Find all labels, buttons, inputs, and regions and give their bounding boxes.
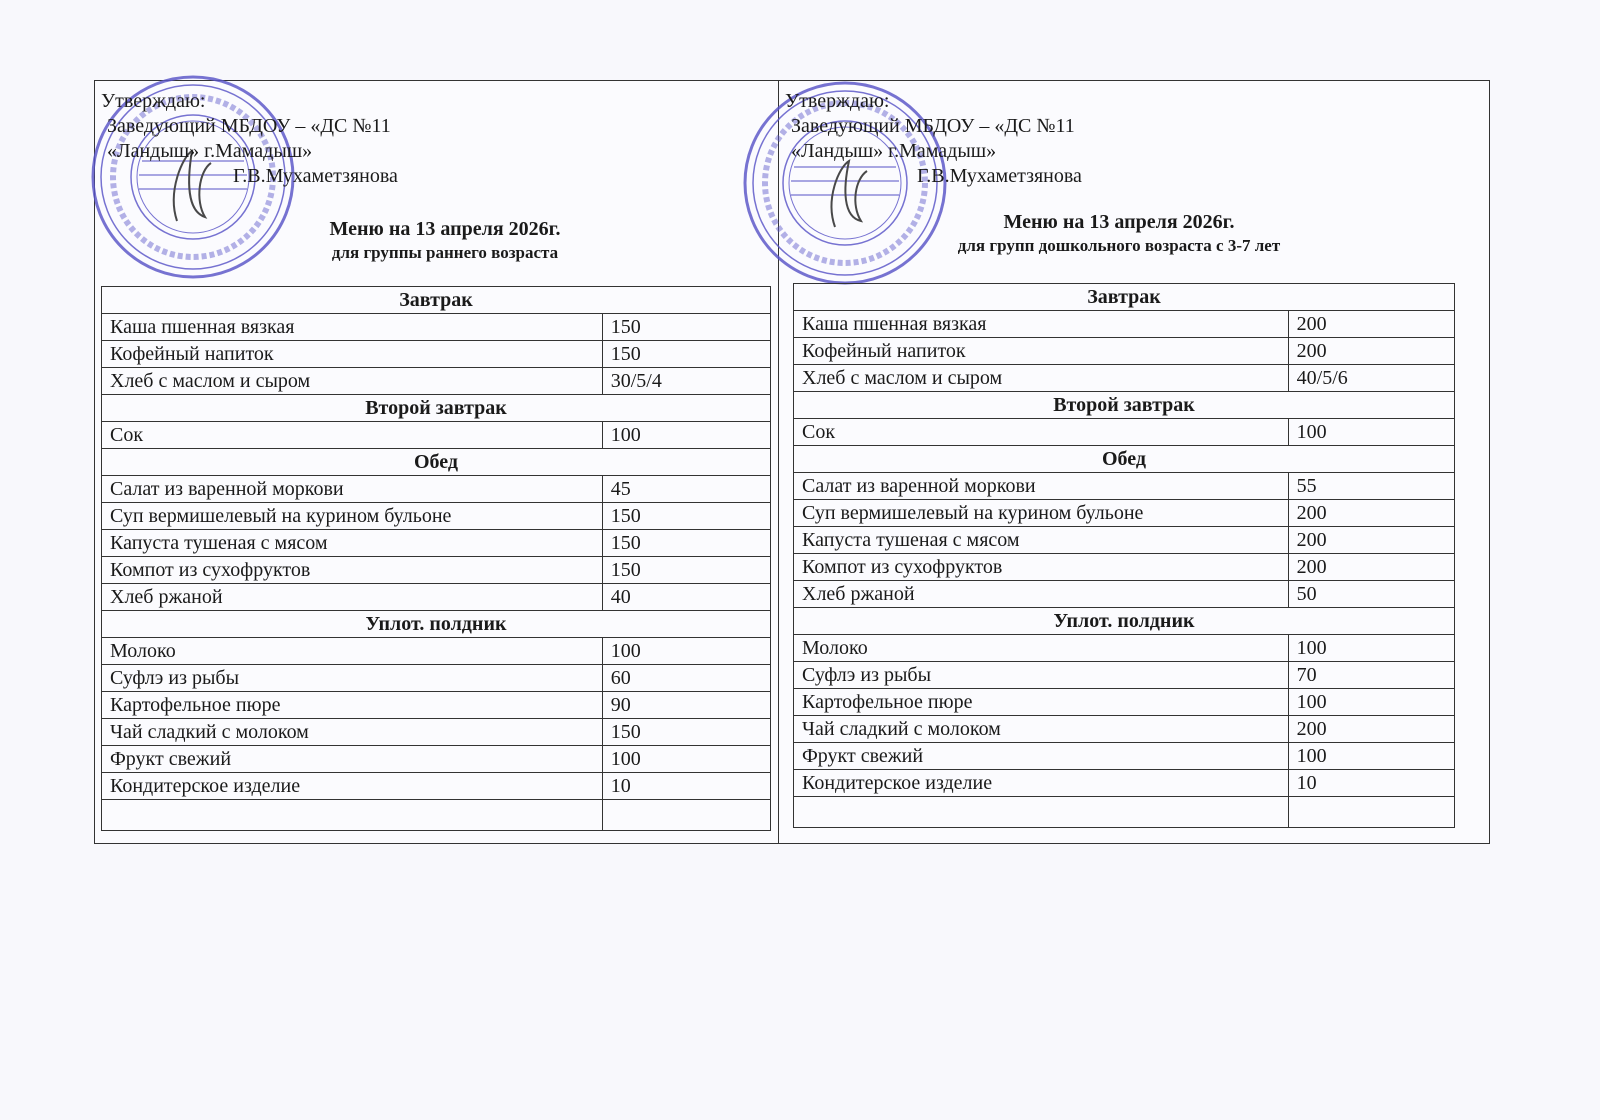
table-row [102,557,771,584]
kindergarten-name: «Ландыш» г.Мамадыш» [791,140,997,162]
dish-portion: 40 [602,584,770,611]
table-row [794,500,1455,527]
dish-name: Кондитерское изделие [102,773,603,800]
menu-heading [295,216,595,264]
dish-name: Кофейный напиток [794,338,1289,365]
dish-name: Молоко [102,638,603,665]
table-row-empty [794,797,1455,828]
dish-portion: 200 [1288,500,1454,527]
table-row [102,503,771,530]
table-row [794,689,1455,716]
menu-sheet [94,80,1490,844]
table-row [794,473,1455,500]
dish-portion: 150 [602,503,770,530]
table-row [102,773,771,800]
panel-early-age [95,81,778,843]
table-row [794,770,1455,797]
dish-name: Чай сладкий с молоком [102,719,603,746]
dish-portion: 100 [602,746,770,773]
dish-portion: 10 [1288,770,1454,797]
menu-table [101,286,771,831]
dish-name: Хлеб с маслом и сыром [794,365,1289,392]
approval-label: Утверждаю: [101,90,206,112]
menu-table [793,283,1455,828]
dish-name: Сок [794,419,1289,446]
approval-block [101,89,398,189]
table-row [102,719,771,746]
dish-name: Капуста тушеная с мясом [102,530,603,557]
dish-name: Молоко [794,635,1289,662]
table-row [794,635,1455,662]
dish-portion: 30/5/4 [602,368,770,395]
dish-name: Хлеб ржаной [102,584,603,611]
approval-block [785,89,1082,189]
table-row [102,746,771,773]
table-row [102,638,771,665]
dish-portion: 100 [1288,743,1454,770]
dish-portion: 150 [602,314,770,341]
dish-portion: 40/5/6 [1288,365,1454,392]
dish-portion: 200 [1288,338,1454,365]
dish-name: Суфлэ из рыбы [102,665,603,692]
dish-name: Суп вермишелевый на курином бульоне [102,503,603,530]
table-row [794,527,1455,554]
kindergarten-name: «Ландыш» г.Мамадыш» [107,140,313,162]
table-row [102,665,771,692]
dish-portion: 70 [1288,662,1454,689]
table-row [794,554,1455,581]
meal-header-second-breakfast: Второй завтрак [102,395,771,422]
menu-title: Меню на 13 апреля 2026г. [329,218,561,240]
dish-name: Картофельное пюре [794,689,1289,716]
table-row [794,581,1455,608]
dish-name: Компот из сухофруктов [794,554,1289,581]
dish-portion: 10 [602,773,770,800]
table-row [794,419,1455,446]
dish-portion: 55 [1288,473,1454,500]
dish-name: Кофейный напиток [102,341,603,368]
dish-name: Суп вермишелевый на курином бульоне [794,500,1289,527]
dish-name: Картофельное пюре [102,692,603,719]
table-row [794,338,1455,365]
director-name: Г.В.Мухаметзянова [917,165,1082,187]
dish-name: Хлеб ржаной [794,581,1289,608]
table-row [794,743,1455,770]
director-name: Г.В.Мухаметзянова [233,165,398,187]
dish-portion: 200 [1288,716,1454,743]
dish-name: Фрукт свежий [102,746,603,773]
panel-preschool [779,81,1489,843]
meal-header-second-breakfast: Второй завтрак [794,392,1455,419]
approval-label: Утверждаю: [785,90,890,112]
table-row [102,341,771,368]
menu-heading [909,209,1329,257]
table-row [794,662,1455,689]
meal-header-breakfast: Завтрак [794,284,1455,311]
dish-portion: 150 [602,557,770,584]
meal-header-breakfast: Завтрак [102,287,771,314]
dish-portion: 100 [602,422,770,449]
dish-name: Суфлэ из рыбы [794,662,1289,689]
dish-name: Каша пшенная вязкая [102,314,603,341]
meal-header-lunch: Обед [794,446,1455,473]
table-row [794,716,1455,743]
dish-portion: 60 [602,665,770,692]
dish-portion: 200 [1288,311,1454,338]
dish-name: Каша пшенная вязкая [794,311,1289,338]
dish-name: Хлеб с маслом и сыром [102,368,603,395]
dish-portion: 100 [602,638,770,665]
dish-portion: 100 [1288,689,1454,716]
dish-name: Салат из варенной моркови [102,476,603,503]
table-row [102,584,771,611]
table-row-empty [102,800,771,831]
table-row [794,311,1455,338]
table-row [102,368,771,395]
dish-name: Капуста тушеная с мясом [794,527,1289,554]
dish-portion: 150 [602,530,770,557]
dish-portion: 200 [1288,527,1454,554]
meal-header-snack: Уплот. полдник [102,611,771,638]
dish-name: Кондитерское изделие [794,770,1289,797]
meal-header-snack: Уплот. полдник [794,608,1455,635]
table-row [794,365,1455,392]
dish-portion: 200 [1288,554,1454,581]
dish-portion: 90 [602,692,770,719]
dish-portion: 50 [1288,581,1454,608]
menu-subtitle: для групп дошкольного возраста с 3-7 лет [957,236,1281,255]
table-row [102,314,771,341]
meal-header-lunch: Обед [102,449,771,476]
dish-portion: 100 [1288,419,1454,446]
table-row [102,476,771,503]
director-title: Заведующий МБДОУ – «ДС №11 [791,115,1075,137]
dish-name: Фрукт свежий [794,743,1289,770]
dish-portion: 100 [1288,635,1454,662]
dish-portion: 45 [602,476,770,503]
dish-portion: 150 [602,341,770,368]
table-row [102,530,771,557]
menu-title: Меню на 13 апреля 2026г. [1003,211,1235,233]
table-row [102,692,771,719]
dish-name: Сок [102,422,603,449]
dish-name: Компот из сухофруктов [102,557,603,584]
menu-subtitle: для группы раннего возраста [331,243,559,262]
table-row [102,422,771,449]
director-title: Заведующий МБДОУ – «ДС №11 [107,115,391,137]
dish-portion: 150 [602,719,770,746]
dish-name: Салат из варенной моркови [794,473,1289,500]
dish-name: Чай сладкий с молоком [794,716,1289,743]
